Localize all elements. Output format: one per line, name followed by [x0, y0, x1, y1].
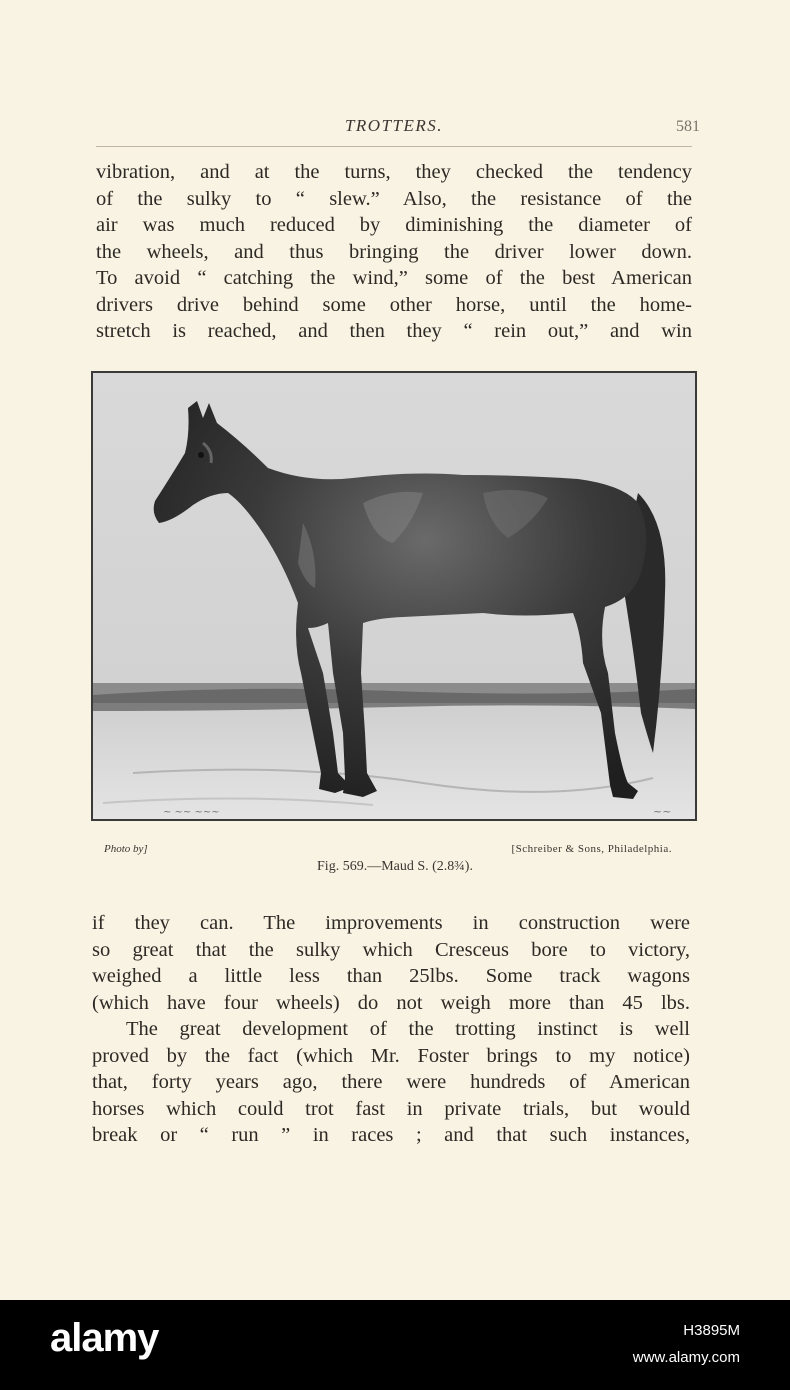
- text-line: To avoid “ catching the wind,” some of the best American: [96, 267, 692, 289]
- text-line: so great that the sulky which Cresceus bore to victory,: [92, 938, 690, 961]
- text-line: horses which could trot fast in private trials, but would: [92, 1097, 690, 1120]
- running-title: TROTTERS.: [344, 116, 444, 135]
- text-line: stretch is reached, and then they “ rein out,” and win: [96, 320, 692, 342]
- text-line: of the sulky to “ slew.” Also, the resistance of the: [96, 187, 692, 210]
- text-line: that, forty years ago, there were hundreds of American: [92, 1071, 690, 1093]
- text-line: if they can. The improvements in construction were: [92, 912, 690, 934]
- horse-illustration: [93, 373, 695, 819]
- text-line: weighed a little less than 25lbs. Some track wagons: [92, 965, 690, 987]
- site-url: www.alamy.com: [632, 1349, 740, 1366]
- brand-logo: alamy: [50, 1316, 159, 1360]
- bottom-paragraph-1: [92, 910, 690, 1149]
- top-paragraph: [96, 159, 692, 345]
- text-line: air was much reduced by diminishing the diameter of: [96, 214, 692, 236]
- image-id: H3895M: [683, 1322, 740, 1339]
- text-line: vibration, and at the turns, they checked the tendency: [96, 161, 692, 183]
- svg-text:~ ~~ ~~~: ~ ~~ ~~~: [163, 807, 220, 818]
- photo-credit-left: Photo by]: [104, 843, 148, 855]
- horse-photograph: [91, 371, 697, 821]
- text-line: break or “ run ” in races ; and that such instances,: [92, 1124, 690, 1146]
- text-line: (which have four wheels) do not weigh more than 45 lbs.: [92, 991, 690, 1014]
- svg-text:~~: ~~: [653, 805, 672, 818]
- page-number: 581: [676, 118, 700, 135]
- photo-credit-right: [Schreiber & Sons, Philadelphia.: [511, 843, 672, 855]
- text-line: proved by the fact (which Mr. Foster brings to my notice): [92, 1044, 690, 1067]
- text-line: The great development of the trotting instinct is well: [126, 1018, 690, 1040]
- header-rule: [96, 146, 692, 147]
- text-line: drivers drive behind some other horse, until the home-: [96, 293, 692, 316]
- text-line: the wheels, and thus bringing the driver lower down.: [96, 240, 692, 263]
- running-head: [96, 116, 700, 140]
- figure-caption: Fig. 569.—Maud S. (2.8¾).: [317, 859, 473, 874]
